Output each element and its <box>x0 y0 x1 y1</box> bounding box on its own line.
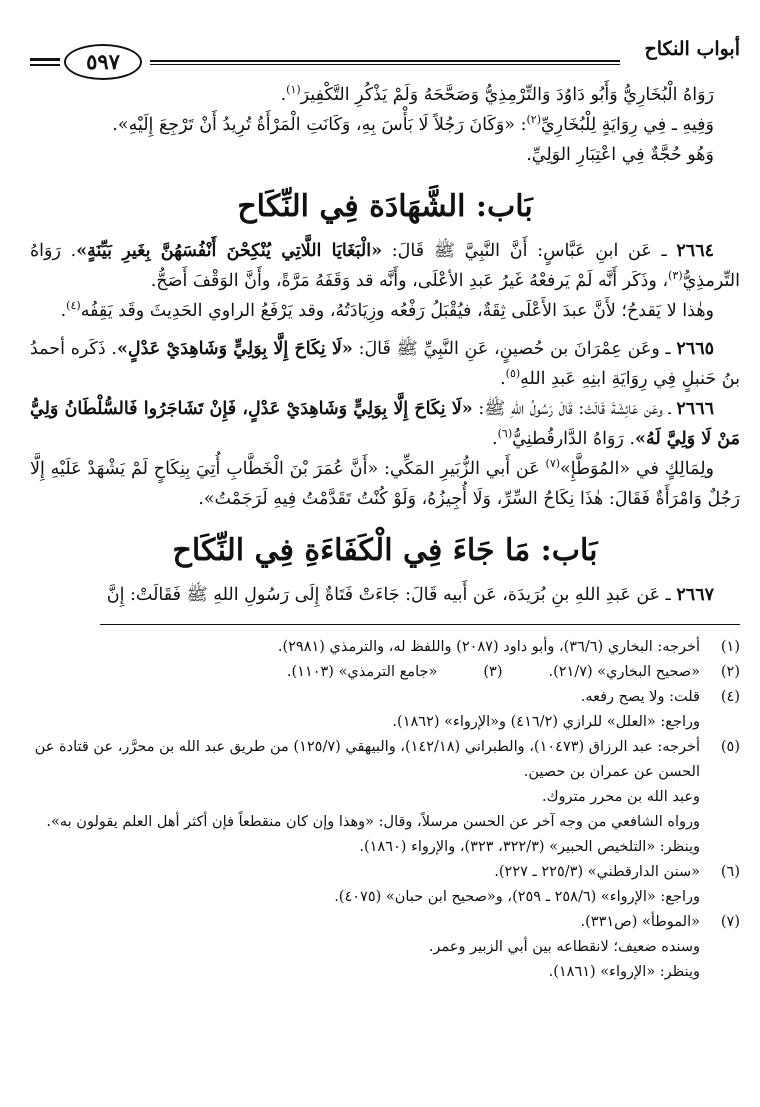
hadith-2664: ٢٦٦٤ ـ عَن ابنِ عَبَّاسٍ: أَنَّ النَّبِيَّ ﷺ قَالَ: «الْبَغَايَا اللَّاتِي يُنْكِحْنَ أَنْفُسَهُنَّ بِغَيرِ بَيِّنَةٍ». رَوَاهُ التِّرمذِيُّ$^{(٣)}$، وذَكَر أَنَّه لَمْ يَرفعْهُ غَيرُ عَبدِ الأعْلَى، وأَنَّه قد وَقَفَهُ مَرَّةً، وأَنَّ الوَقْفَ أَصَحُّ. <box>30 241 740 291</box>
main-text <box>30 80 740 610</box>
footnote-number: (٥) <box>720 739 740 755</box>
hadith-text: «لَا نِكَاحَ إِلَّا بِوَلِيٍّ وَشَاهِدَيْ عَدْلٍ، فَإِنْ تَشَاجَرُوا فَالسُّلْطَانُ وَلِيُّ مَنْ لَا وَلِيَّ لَهُ» <box>30 399 740 449</box>
footnote-number: (١) <box>720 639 740 655</box>
footnote-number: (٦) <box>720 864 740 880</box>
footnote-line: وراجع: «الإرواء» (٢٥٨/٦ ـ ٢٥٩)، و«صحيح ابن حبان» (٤٠٧٥). <box>334 889 700 905</box>
footnote-ref[interactable]: (٧) <box>545 457 561 471</box>
paragraph: ولِمَالِكٍ في «المُوَطَّإِ»$^{(٧)}$ عَن أَبي الزُّبَيرِ المَكِّي: «أَنَّ عُمَرَ بْنَ الْخَطَّابِ أُتِيَ بِنِكَاحٍ لَمْ يَشْهَدْ عَلَيْهِ إِلَّا رَجُلٌ وَامْرَأَةٌ فَقَالَ: هٰذَا نِكَاحُ السِّرِّ، وَلَا أُجِيزُهُ، وَلَوْ كُنْتُ تَقَدَّمْتُ فِيهِ لَرَجَمْتُ». <box>30 457 740 509</box>
footnote-ref[interactable]: (٣) <box>668 269 683 283</box>
hadith-number: ٢٦٦٧ <box>676 585 714 605</box>
header-rule-left <box>30 58 60 61</box>
footnote-line: وينظر: «التلخيص الحبير» (٣٢٢/٣، ٣٢٣)، والإرواء (١٨٦٠). <box>359 839 700 855</box>
hadith-number: ٢٦٦٦ <box>676 399 714 419</box>
footnote: (٥) أخرجه: عبد الرزاق (١٠٤٧٣)، والطبراني (١٤٢/١٨)، والبيهقي (١٢٥/٧) من طريق عبد الله بن محرَّر، عن قتادة عن الحسن عن عمران بن حصين. <box>30 735 740 785</box>
footnote: (٦) «سنن الدارقطني» (٢٢٥/٣ ـ ٢٢٧). <box>30 860 740 885</box>
footnote-ref[interactable]: (٢) <box>526 113 541 127</box>
running-title: أبواب النكاح <box>644 38 740 60</box>
footnote-line: ورواه الشافعي من وجه آخر عن الحسن مرسلاً، وقال: «وهذا وإن كان منقطعاً فإن أكثر أهل العلم يقولون به». <box>46 814 700 830</box>
footnote-line: وينظر: «الإرواء» (١٨٦١). <box>548 964 700 980</box>
hadith-number: ٢٦٦٥ <box>676 339 714 359</box>
paragraph: وَهُو حُجَّةٌ فِي اعْتِبَارِ الوَلِيِّ. <box>526 145 714 165</box>
hadith-2665: ٢٦٦٥ ـ وعَن عِمْرَانَ بن حُصينٍ، عَنِ النَّبِيِّ ﷺ قَالَ: «لَا نِكَاحَ إِلَّا بِوَلِيٍّ وَشَاهِدَيْ عَدْلٍ». ذَكَره أحمدُ بنُ حَنبلٍ فِي رِوَايَةِ ابنِهِ عَبدِ اللهِ$^{(٥)}$. <box>30 339 740 389</box>
footnote-ref[interactable]: (٥) <box>505 367 521 381</box>
paragraph: وَفِيهِ ـ فِي رِوَايَةٍ لِلْبُخَارِيِّ$^{(٢)}$: «وَكَانَ رَجُلاً لَا بَأْسَ بِهِ، وَكَانَتِ الْمَرْأَةُ تُرِيدُ أَنْ تَرْجِعَ إِلَيْهِ». <box>112 113 714 135</box>
footnote-separator <box>100 624 740 625</box>
header-rule <box>150 60 620 62</box>
hadith-2667: ٢٦٦٧ ـ عَن عَبدِ اللهِ بنِ بُرَيدَة، عَن أَبيه قَالَ: جَاءَتْ فَتَاةٌ إِلَى رَسُولِ اللهِ ﷺ فَقَالَتْ: إِنَّ <box>106 585 714 605</box>
footnote: (٧) «الموطأ» (ص٣٣١). <box>30 910 740 935</box>
footnote-number: (٢) <box>720 664 740 680</box>
footnote: (١) أخرجه: البخاري (٣٦/٦)، وأبو داود (٢٠٨٧) واللفظ له، والترمذي (٢٩٨١). <box>30 635 740 660</box>
footnote-ref[interactable]: (٤) <box>66 299 81 313</box>
hadith-text: «لَا نِكَاحَ إِلَّا بِوَلِيٍّ وَشَاهِدَيْ عَدْلٍ» <box>116 339 353 359</box>
footnote-line: وراجع: «العلل» للرازي (٤١٦/٢) و«الإرواء» (١٨٦٢). <box>392 714 700 730</box>
footnote: (٢) «صحيح البخاري» (٢١/٧). (٣) «جامع الترمذي» (١١٠٣). <box>30 660 740 685</box>
hadith-number: ٢٦٦٤ <box>676 241 714 261</box>
footnote-ref[interactable]: (٦) <box>497 427 513 441</box>
footnotes <box>30 635 740 985</box>
paragraph: رَوَاهُ الْبُخَارِيُّ وَأَبُو دَاوُدَ وَالتِّرْمِذِيُّ وَصَحَّحَهُ وَلَمْ يَذْكُرِ التَّكْفِيرَ$^{(١)}$. <box>280 83 714 105</box>
header-rule-left-thin <box>30 64 60 66</box>
chapter-heading: بَاب: الشَّهَادَة فِي النِّكَاح <box>237 189 533 224</box>
footnote-line: وعبد الله بن محرر متروك. <box>541 789 700 805</box>
page-number: ٥٩٧ <box>64 44 142 80</box>
footnote: (٤) قلت: ولا يصح رفعه. <box>30 685 740 710</box>
paragraph: وهٰذا لا يَقدحُ؛ لأَنَّ عبدَ الأَعْلَى ثِقَةٌ، فيُقْبَلُ رَفْعُه وزِيَادَتُهُ، وقد يَرْفَعُ الراوي الحَدِيثَ وقَد يَقِفُه$^{(٤)}$. <box>60 299 714 321</box>
footnote-ref[interactable]: (١) <box>286 83 301 97</box>
page-header <box>30 0 740 80</box>
hadith-2666: ٢٦٦٦ ـ وعَن عَائِشَةَ قَالَتْ: قَالَ رَسُولُ اللهِ ﷺ: «لَا نِكَاحَ إِلَّا بِوَلِيٍّ وَشَاهِدَيْ عَدْلٍ، فَإِنْ تَشَاجَرُوا فَالسُّلْطَانُ وَلِيُّ مَنْ لَا وَلِيَّ لَهُ». رَوَاهُ الدَّارقُطنِيُّ$^{(٦)}$. <box>30 399 740 449</box>
footnote-number: (٤) <box>720 689 740 705</box>
footnote-number: (٣) <box>483 664 503 680</box>
hadith-text: «الْبَغَايَا اللَّاتِي يُنْكِحْنَ أَنْفُسَهُنَّ بِغَيرِ بَيِّنَةٍ» <box>76 241 383 261</box>
footnote-line: وسنده ضعيف؛ لانقطاعه بين أبي الزبير وعمر. <box>428 939 700 955</box>
chapter-heading: بَاب: مَا جَاءَ فِي الْكَفَاءَةِ فِي النِّكَاح <box>172 533 598 568</box>
header-rule-thin <box>150 64 620 65</box>
footnote-number: (٧) <box>720 914 740 930</box>
